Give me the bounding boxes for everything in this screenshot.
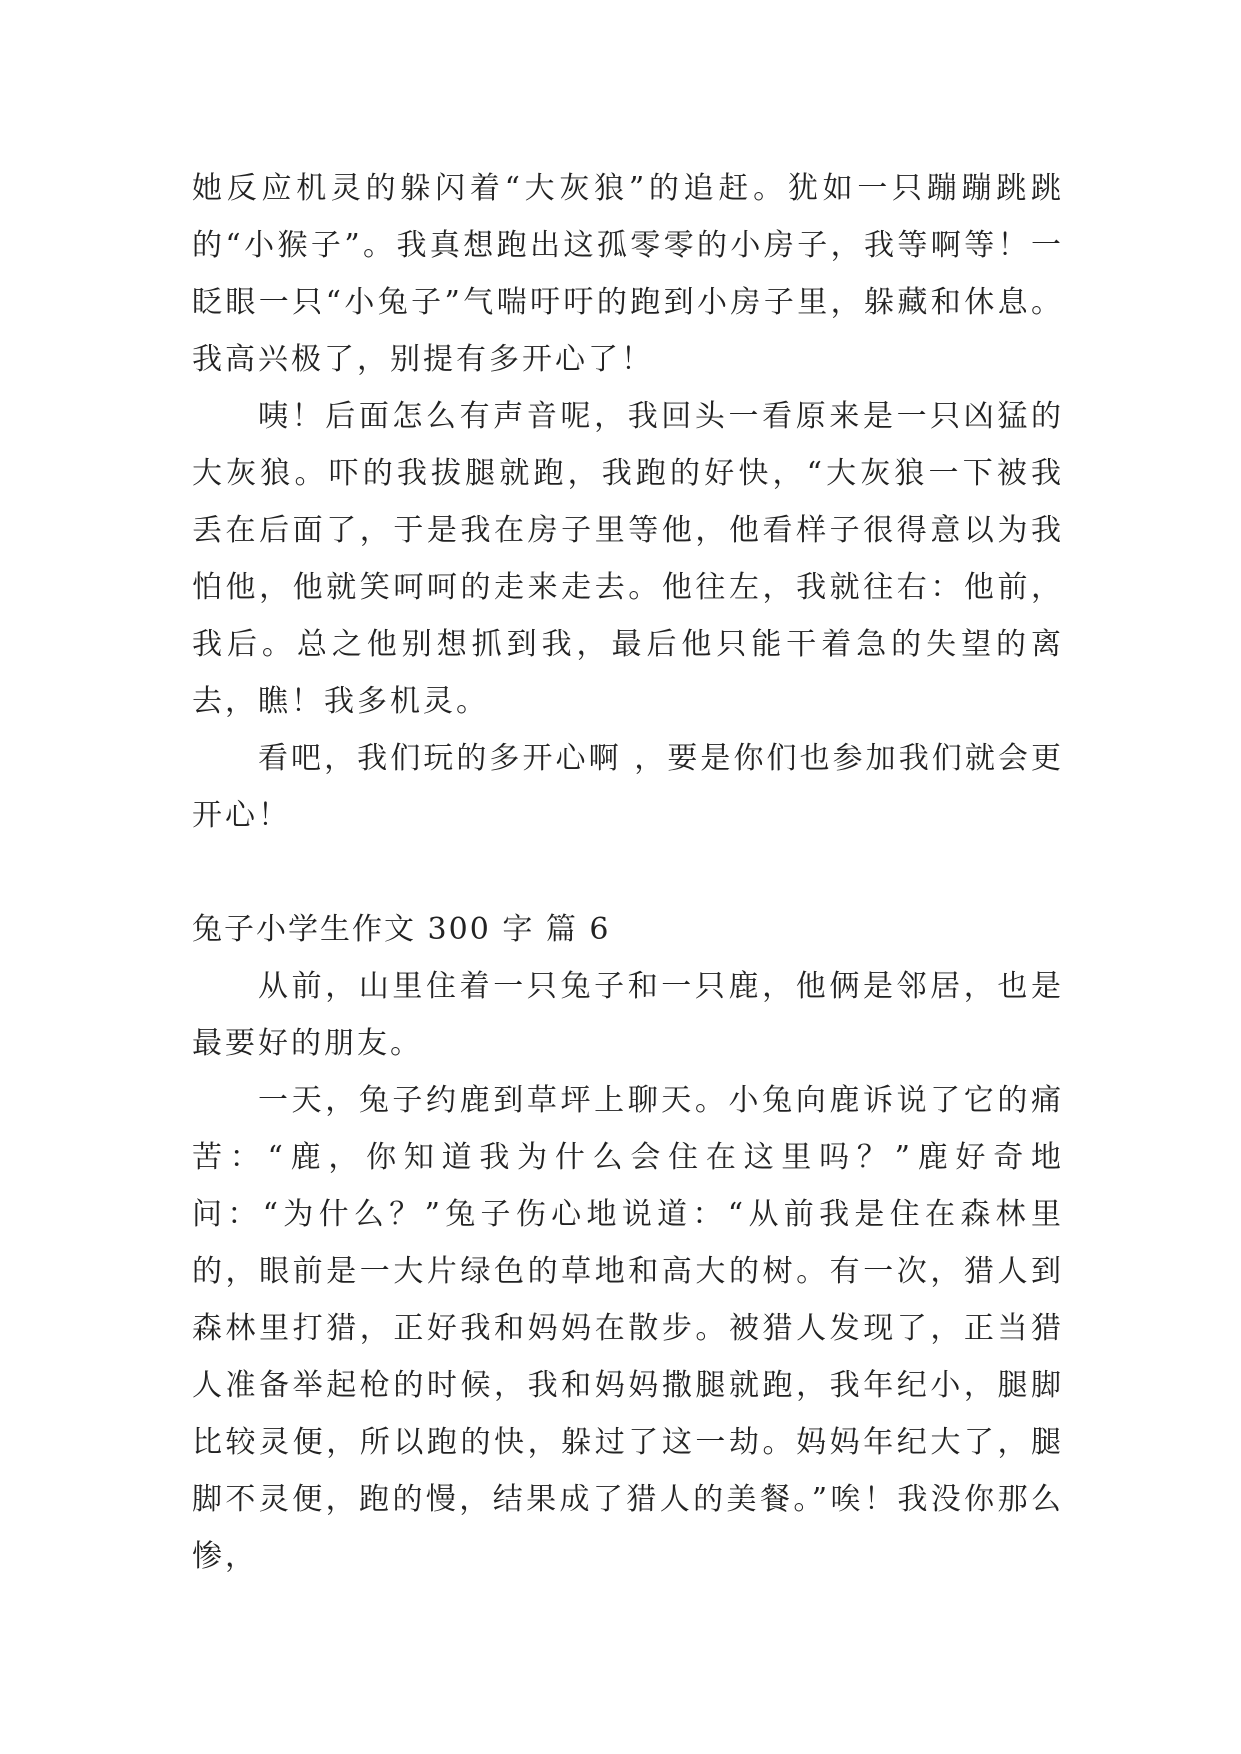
paragraph: 看吧，我们玩的多开心啊 ，要是你们也参加我们就会更开心！ <box>192 741 1064 833</box>
section-gap <box>192 844 1064 901</box>
paragraph: 从前，山里住着一只兔子和一只鹿，他俩是邻居，也是最要好的朋友。 <box>192 969 1064 1061</box>
paragraph-continuation: 她反应机灵的躲闪着“大灰狼”的追赶。犹如一只蹦蹦跳跳的“小猴子”。我真想跑出这孤零零的小房子，我等啊等！一眨眼一只“小兔子”气喘吁吁的跑到小房子里，躲藏和休息。我高兴极了，别提有多开心了！ <box>192 171 1064 377</box>
paragraph: 咦！后面怎么有声音呢，我回头一看原来是一只凶猛的大灰狼。吓的我拔腿就跑，我跑的好快，“大灰狼一下被我丢在后面了，于是我在房子里等他，他看样子很得意以为我怕他，他就笑呵呵的走来走去。他往左，我就往右：他前，我后。总之他别想抓到我，最后他只能干着急的失望的离去，瞧！我多机灵。 <box>192 399 1064 719</box>
document-body <box>192 160 1064 1585</box>
section-title: 兔子小学生作文 300 字 篇 6 <box>192 912 611 947</box>
paragraph: 一天，兔子约鹿到草坪上聊天。小兔向鹿诉说了它的痛苦：“鹿，你知道我为什么会住在这里吗？”鹿好奇地问：“为什么？”兔子伤心地说道：“从前我是住在森林里的，眼前是一大片绿色的草地和高大的树。有一次，猎人到森林里打猎，正好我和妈妈在散步。被猎人发现了，正当猎人准备举起枪的时候，我和妈妈撒腿就跑，我年纪小，腿脚比较灵便，所以跑的快，躲过了这一劫。妈妈年纪大了，腿脚不灵便，跑的慢，结果成了猎人的美餐。”唉！我没你那么惨， <box>192 1083 1064 1574</box>
